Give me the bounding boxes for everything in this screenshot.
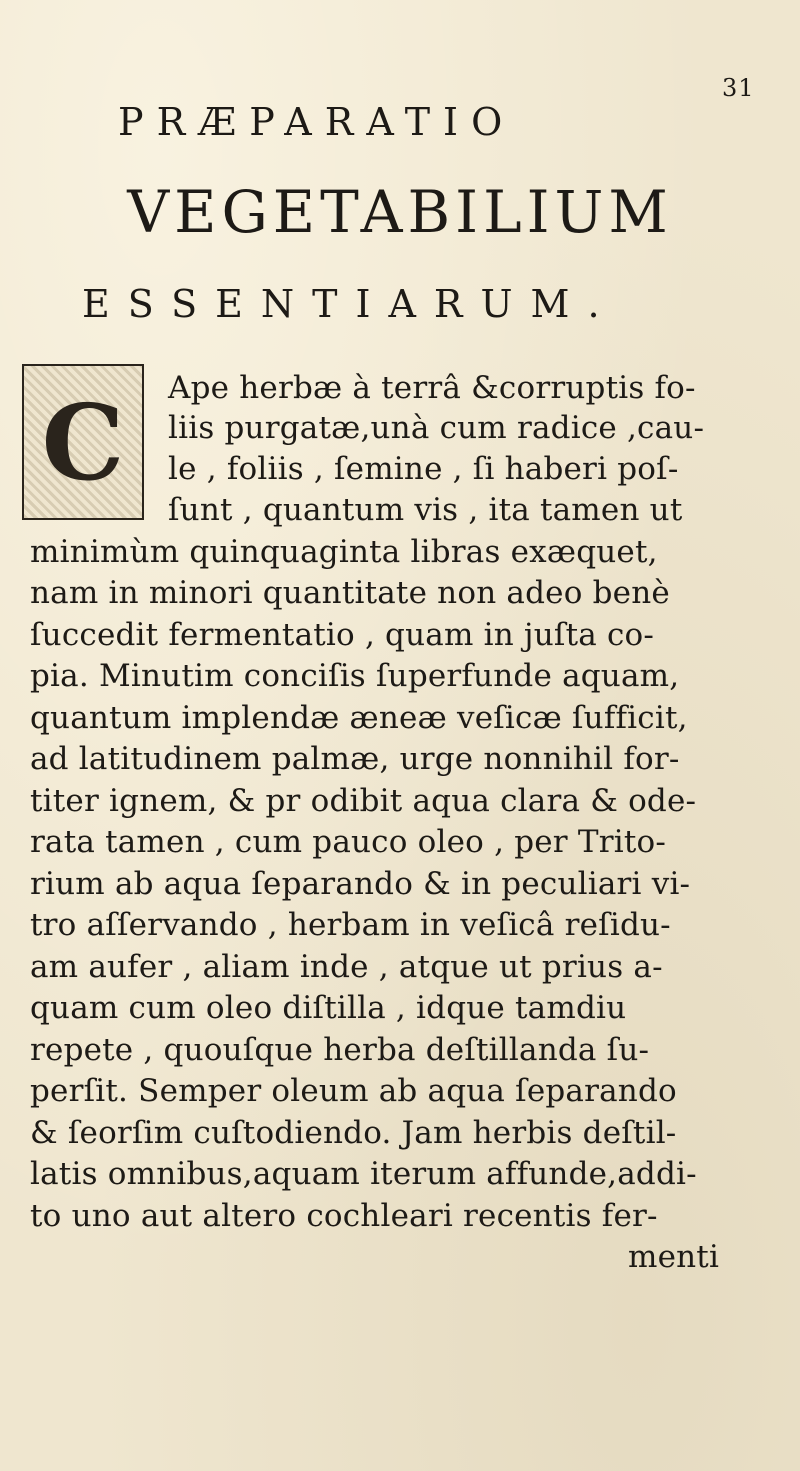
text-line: minimùm quinquaginta libras exæquet, <box>30 534 658 570</box>
text-line: titer ignem, & pr odibit aqua clara & ode- <box>30 783 697 819</box>
page-number: 31 <box>722 74 755 102</box>
text-line: & ſeorſim cuſtodiendo. Jam herbis deſtil- <box>30 1115 677 1151</box>
text-line: ad latitudinem palmæ, urge nonnihil for- <box>30 741 680 777</box>
text-line: perſit. Semper oleum ab aqua ſeparando <box>30 1073 677 1109</box>
text-line: pia. Minutim conciſis ſuperfunde aquam, <box>30 658 680 694</box>
text-line: latis omnibus,aquam iterum affunde,addi- <box>30 1156 697 1192</box>
text-line: rium ab aqua ſeparando & in peculiari vi- <box>30 866 691 902</box>
text-line: am aufer , aliam inde , atque ut prius a- <box>30 949 663 985</box>
text-line: nam in minori quantitate non adeo benè <box>30 575 670 611</box>
text-line: le , foliis , ſemine , ſi haberi poſ- <box>168 451 679 487</box>
text-line: to uno aut altero cochleari recentis fer- <box>30 1198 658 1234</box>
text-line: Ape herbæ à terrâ &corruptis fo- <box>168 370 696 406</box>
text-line: quantum implendæ æneæ veſicæ ſufficit, <box>30 700 688 736</box>
text-line: tro aſſervando , herbam in veſicâ reſidu- <box>30 907 671 943</box>
text-line: rata tamen , cum pauco oleo , per Trito- <box>30 824 667 860</box>
title-line-3: ESSENTIARUM. <box>82 282 618 326</box>
text-line: liis purgatæ,unà cum radice ,cau- <box>168 410 705 446</box>
text-line: quam cum oleo diſtilla , idque tamdiu <box>30 990 627 1026</box>
text-line: menti <box>628 1239 720 1275</box>
title-line-2: VEGETABILIUM <box>127 178 673 246</box>
title-line-1: PRÆPARATIO <box>118 100 516 144</box>
text-line: ſuccedit fermentatio , quam in juſta co- <box>30 617 655 653</box>
initial-letter: C <box>41 380 125 504</box>
text-line: ſunt , quantum vis , ita tamen ut <box>168 492 683 528</box>
text-line: repete , quouſque herba deſtillanda ſu- <box>30 1032 650 1068</box>
decorated-initial <box>22 364 144 520</box>
